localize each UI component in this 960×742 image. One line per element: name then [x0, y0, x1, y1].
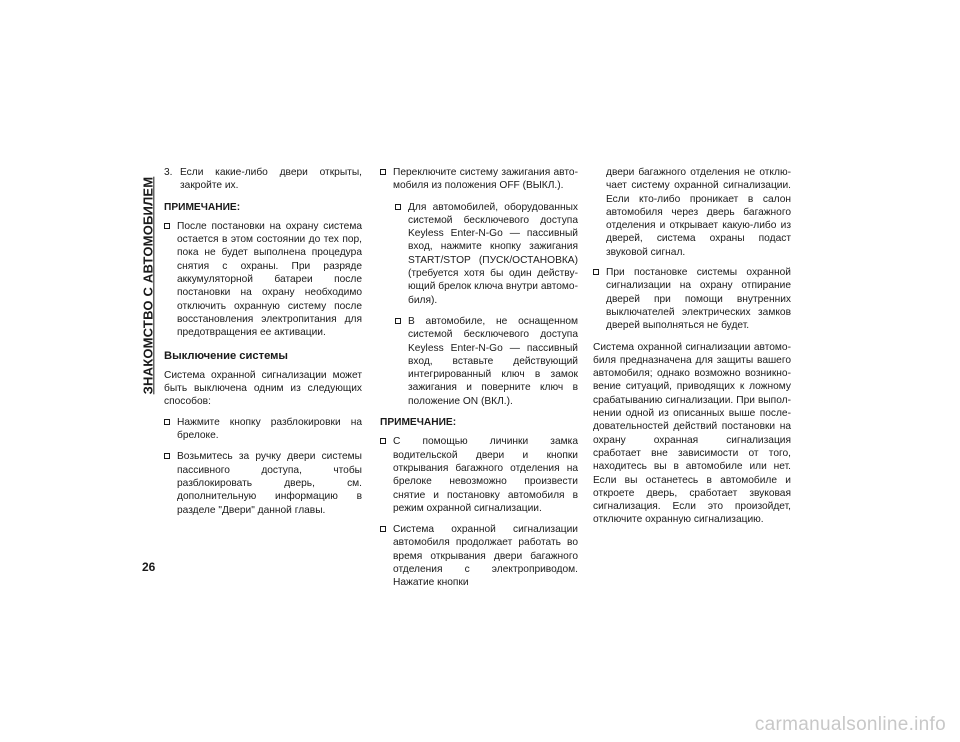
note-text: Система охранной сигнализации автомобиля продолжает работать во время открывания двери багажного отделения с электроприводом. Нажатие кнопки: [393, 524, 578, 589]
step-number: 3.: [164, 167, 173, 178]
section-intro: Система охранной сигнализации может быть выключена одним из следующих способов:: [164, 369, 362, 408]
note-text: С помощью личинки замка водительской двери и кнопки открывания багажного отделения на брелоке невозможно произвести снятие и постановку автомобиля в режим охранной сигнализации.: [393, 436, 578, 514]
list-item: [164, 416, 362, 443]
square-bullet-icon: [380, 526, 386, 532]
note-item: [593, 266, 791, 332]
list-item-text: Переключите систему зажигания автомобиля из положения OFF (ВЫКЛ.).: [393, 167, 578, 192]
body-paragraph: Система охранной сигнализации автомобиля предназначена для защиты вашего автомобиля; однако возможно возникновение ситуаций, приводящих к ложному срабатыванию сигнализации. При выполнении одной из описанных выше последовательностей действий постановки на охрану охранная сигнализация сработает вне зависимости от того, находитесь вы в автомобиле или нет. Если вы останетесь в автомобиле и откроете дверь, сработает звуковая сигнализация. Если это произойдет, отключите охранную сигнализацию.: [593, 341, 791, 526]
square-bullet-icon: [395, 204, 401, 210]
sub-list-item: [395, 315, 578, 408]
page-number: 26: [142, 560, 156, 574]
square-bullet-icon: [380, 169, 386, 175]
note-continuation: двери багажного отделения не отключает систему охранной сигнализации. Если кто-либо проникает в салон автомобиля через дверь багажного отделения и открывает какую-либо из дверей, система охраны подаст звуковой сигнал.: [606, 167, 791, 258]
square-bullet-icon: [380, 438, 386, 444]
list-item: [164, 450, 362, 516]
note-item: [164, 220, 362, 340]
sub-list-item: [395, 201, 578, 307]
square-bullet-icon: [164, 419, 170, 425]
section-heading: Выключение системы: [164, 349, 288, 362]
sub-list-item-text: В автомобиле, не оснащенном системой бесключевого доступа Keyless Enter-N-Go — пассивный вход, вставьте действующий интегрированный ключ в замок зажигания и поверните ключ в положение ON (ВКЛ.).: [408, 315, 578, 407]
column-3: [593, 166, 791, 534]
note-text: После постановки на охрану система остается в этом состоянии до тех пор, пока не будет выполнена процедура снятия с охраны. При разряде аккумуляторной батареи после постановки на охрану необходимо отключить охранную систему после восстановления электропитания для предотвращения ее активации.: [177, 220, 362, 339]
square-bullet-icon: [395, 318, 401, 324]
numbered-step-3: [164, 166, 362, 193]
step-text: Если какие-либо двери открыты, закройте их.: [180, 167, 362, 192]
watermark-text: carmanualsonline.info: [754, 714, 946, 735]
list-item-text: Нажмите кнопку разблокировки на брелоке.: [177, 416, 362, 442]
sub-list-item-text: Для автомобилей, оборудованных системой бесключевого доступа Keyless Enter-N-Go — пассивный вход, нажмите кнопку зажигания START/STOP (ПУСК/ОСТАНОВКА) (требуется хотя бы один действующий брелок ключа внутри автомобиля).: [408, 201, 578, 306]
square-bullet-icon: [164, 223, 170, 229]
list-item: [380, 166, 578, 193]
note-heading: ПРИМЕЧАНИЕ:: [380, 417, 457, 429]
note-text: При постановке системы охранной сигнализации на охрану отпирание дверей при помощи внутренних выключателей электрических замков дверей выполняться не будет.: [606, 267, 791, 332]
note-item: [380, 523, 578, 589]
column-2: [380, 166, 578, 598]
chapter-side-tab: [140, 170, 156, 400]
chapter-title: ЗНАКОМСТВО С АВТОМОБИЛЕМ: [140, 176, 156, 394]
note-item: [380, 435, 578, 515]
square-bullet-icon: [164, 453, 170, 459]
list-item-text: Возьмитесь за ручку двери системы пассивного доступа, чтобы разблокировать дверь, см. дополнительную информацию в разделе "Двери" данной главы.: [177, 451, 362, 516]
note-heading: ПРИМЕЧАНИЕ:: [164, 201, 241, 213]
column-1: [164, 166, 362, 525]
square-bullet-icon: [593, 269, 599, 275]
